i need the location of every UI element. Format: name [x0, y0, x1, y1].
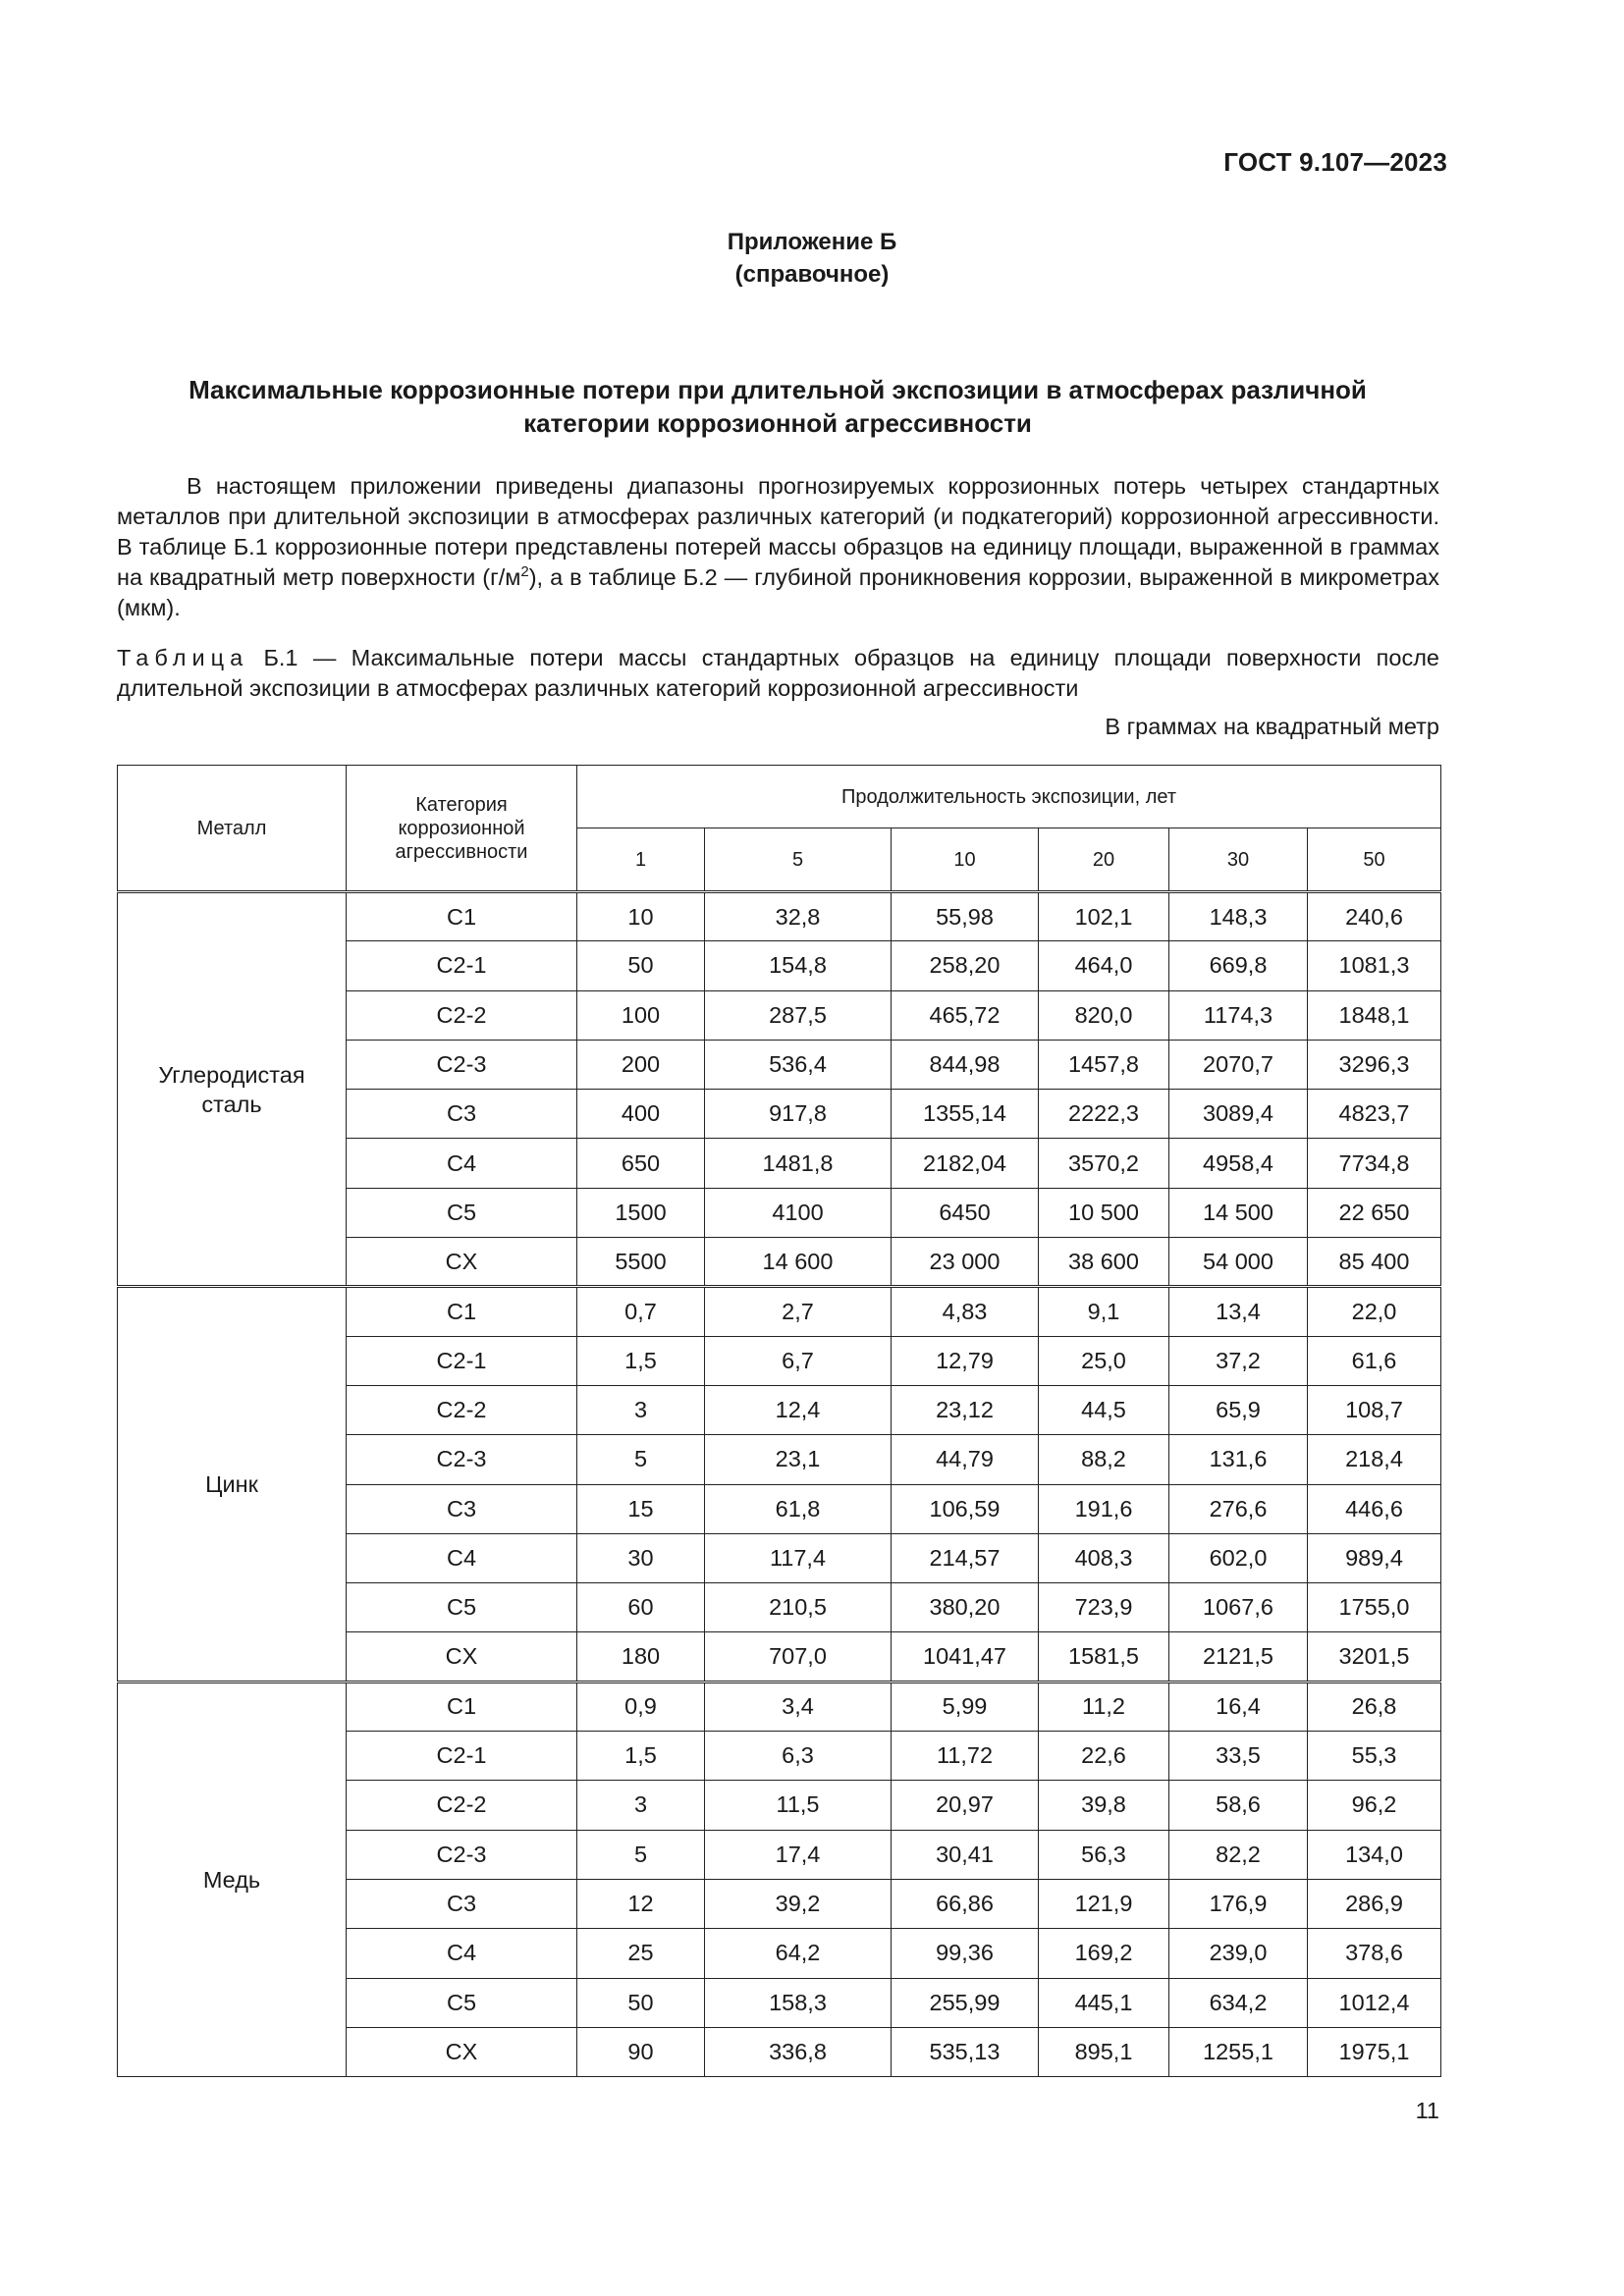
value-cell: 39,8 [1039, 1781, 1169, 1830]
value-cell: 1848,1 [1308, 990, 1441, 1040]
header-year: 1 [577, 828, 705, 892]
value-cell: 5500 [577, 1238, 705, 1287]
category-cell: C3 [347, 1484, 577, 1533]
value-cell: 55,98 [892, 892, 1039, 941]
section-title-line: Максимальные коррозионные потери при длительной экспозиции в атмосферах различной [189, 375, 1367, 404]
value-cell: 11,2 [1039, 1682, 1169, 1731]
header-year: 10 [892, 828, 1039, 892]
value-cell: 3089,4 [1169, 1090, 1308, 1139]
value-cell: 22,6 [1039, 1732, 1169, 1781]
category-cell: C4 [347, 1929, 577, 1978]
value-cell: 96,2 [1308, 1781, 1441, 1830]
value-cell: 32,8 [705, 892, 892, 941]
value-cell: 131,6 [1169, 1435, 1308, 1484]
value-cell: 10 500 [1039, 1188, 1169, 1237]
value-cell: 2070,7 [1169, 1040, 1308, 1089]
value-cell: 66,86 [892, 1879, 1039, 1928]
value-cell: 176,9 [1169, 1879, 1308, 1928]
value-cell: 4958,4 [1169, 1139, 1308, 1188]
value-cell: 12,79 [892, 1336, 1039, 1385]
value-cell: 6,7 [705, 1336, 892, 1385]
category-cell: C5 [347, 1583, 577, 1632]
value-cell: 25,0 [1039, 1336, 1169, 1385]
value-cell: 22,0 [1308, 1287, 1441, 1336]
value-cell: 180 [577, 1632, 705, 1682]
value-cell: 200 [577, 1040, 705, 1089]
value-cell: 602,0 [1169, 1533, 1308, 1582]
value-cell: 634,2 [1169, 1978, 1308, 2027]
value-cell: 723,9 [1039, 1583, 1169, 1632]
value-cell: 44,79 [892, 1435, 1039, 1484]
category-cell: C2-1 [347, 941, 577, 990]
value-cell: 3570,2 [1039, 1139, 1169, 1188]
value-cell: 88,2 [1039, 1435, 1169, 1484]
value-cell: 6450 [892, 1188, 1039, 1237]
value-cell: 336,8 [705, 2027, 892, 2076]
category-cell: C1 [347, 892, 577, 941]
value-cell: 154,8 [705, 941, 892, 990]
intro-text: ), а в таблице Б.2 — глубиной проникновения коррозии, выраженной в микрометрах (мкм). [117, 564, 1439, 620]
document-id: ГОСТ 9.107—2023 [1223, 147, 1447, 177]
category-cell: CX [347, 1238, 577, 1287]
value-cell: 15 [577, 1484, 705, 1533]
value-cell: 5,99 [892, 1682, 1039, 1731]
category-cell: C5 [347, 1978, 577, 2027]
category-cell: C1 [347, 1682, 577, 1731]
value-cell: 820,0 [1039, 990, 1169, 1040]
value-cell: 39,2 [705, 1879, 892, 1928]
value-cell: 989,4 [1308, 1533, 1441, 1582]
value-cell: 117,4 [705, 1533, 892, 1582]
appendix-subtitle: (справочное) [734, 261, 890, 288]
category-cell: C3 [347, 1879, 577, 1928]
category-cell: C2-2 [347, 1385, 577, 1434]
value-cell: 0,7 [577, 1287, 705, 1336]
value-cell: 65,9 [1169, 1385, 1308, 1434]
value-cell: 218,4 [1308, 1435, 1441, 1484]
value-cell: 276,6 [1169, 1484, 1308, 1533]
section-title [137, 373, 1418, 440]
value-cell: 287,5 [705, 990, 892, 1040]
value-cell: 3 [577, 1385, 705, 1434]
value-cell: 1975,1 [1308, 2027, 1441, 2076]
value-cell: 191,6 [1039, 1484, 1169, 1533]
value-cell: 2182,04 [892, 1139, 1039, 1188]
category-cell: C3 [347, 1090, 577, 1139]
header-duration: Продолжительность экспозиции, лет [577, 766, 1441, 828]
value-cell: 380,20 [892, 1583, 1039, 1632]
table-caption-text: Б.1 — Максимальные потери массы стандартных образцов на единицу площади поверхности после длительной экспозиции в атмосферах различных категорий коррозионной агрессивности [117, 645, 1439, 701]
value-cell: 10 [577, 892, 705, 941]
appendix-heading [0, 226, 1624, 291]
value-cell: 1,5 [577, 1336, 705, 1385]
section-title-line: категории коррозионной агрессивности [523, 408, 1032, 438]
header-year: 5 [705, 828, 892, 892]
value-cell: 61,8 [705, 1484, 892, 1533]
value-cell: 240,6 [1308, 892, 1441, 941]
category-cell: C2-3 [347, 1830, 577, 1879]
value-cell: 3296,3 [1308, 1040, 1441, 1089]
category-cell: C2-3 [347, 1040, 577, 1089]
value-cell: 2222,3 [1039, 1090, 1169, 1139]
value-cell: 13,4 [1169, 1287, 1308, 1336]
value-cell: 38 600 [1039, 1238, 1169, 1287]
value-cell: 108,7 [1308, 1385, 1441, 1434]
value-cell: 26,8 [1308, 1682, 1441, 1731]
value-cell: 5 [577, 1435, 705, 1484]
corrosion-loss-table [117, 765, 1441, 2077]
value-cell: 3,4 [705, 1682, 892, 1731]
value-cell: 1457,8 [1039, 1040, 1169, 1089]
value-cell: 408,3 [1039, 1533, 1169, 1582]
category-cell: C2-3 [347, 1435, 577, 1484]
superscript: 2 [520, 563, 529, 581]
value-cell: 23,12 [892, 1385, 1039, 1434]
table-caption [117, 643, 1439, 704]
value-cell: 90 [577, 2027, 705, 2076]
value-cell: 378,6 [1308, 1929, 1441, 1978]
value-cell: 102,1 [1039, 892, 1169, 941]
value-cell: 134,0 [1308, 1830, 1441, 1879]
value-cell: 844,98 [892, 1040, 1039, 1089]
value-cell: 61,6 [1308, 1336, 1441, 1385]
value-cell: 445,1 [1039, 1978, 1169, 2027]
value-cell: 50 [577, 941, 705, 990]
value-cell: 30 [577, 1533, 705, 1582]
value-cell: 100 [577, 990, 705, 1040]
metal-cell: Углеродистая сталь [118, 892, 347, 1287]
value-cell: 4100 [705, 1188, 892, 1237]
value-cell: 17,4 [705, 1830, 892, 1879]
value-cell: 669,8 [1169, 941, 1308, 990]
header-category: Категория коррозионной агрессивности [347, 766, 577, 892]
value-cell: 23 000 [892, 1238, 1039, 1287]
value-cell: 536,4 [705, 1040, 892, 1089]
value-cell: 85 400 [1308, 1238, 1441, 1287]
table-body [118, 892, 1441, 2077]
value-cell: 9,1 [1039, 1287, 1169, 1336]
value-cell: 4,83 [892, 1287, 1039, 1336]
units-note: В граммах на квадратный метр [1105, 714, 1439, 739]
value-cell: 255,99 [892, 1978, 1039, 2027]
category-cell: C2-2 [347, 1781, 577, 1830]
value-cell: 465,72 [892, 990, 1039, 1040]
value-cell: 106,59 [892, 1484, 1039, 1533]
value-cell: 11,72 [892, 1732, 1039, 1781]
value-cell: 2,7 [705, 1287, 892, 1336]
value-cell: 99,36 [892, 1929, 1039, 1978]
header-year: 30 [1169, 828, 1308, 892]
value-cell: 258,20 [892, 941, 1039, 990]
value-cell: 14 500 [1169, 1188, 1308, 1237]
value-cell: 64,2 [705, 1929, 892, 1978]
value-cell: 50 [577, 1978, 705, 2027]
value-cell: 2121,5 [1169, 1632, 1308, 1682]
header-year: 20 [1039, 828, 1169, 892]
category-cell: CX [347, 1632, 577, 1682]
value-cell: 58,6 [1169, 1781, 1308, 1830]
page-number: 11 [1415, 2098, 1439, 2123]
category-cell: C4 [347, 1139, 577, 1188]
value-cell: 1581,5 [1039, 1632, 1169, 1682]
value-cell: 286,9 [1308, 1879, 1441, 1928]
value-cell: 30,41 [892, 1830, 1039, 1879]
value-cell: 214,57 [892, 1533, 1039, 1582]
value-cell: 55,3 [1308, 1732, 1441, 1781]
value-cell: 1041,47 [892, 1632, 1039, 1682]
intro-text: В настоящем приложении приведены диапазоны прогнозируемых коррозионных потерь четырех стандартных металлов при длительной экспозиции в атмосферах различных категорий (и подкатегорий) коррозионной агрессивности. В таблице Б.1 коррозионные потери представлены потерей массы образцов на единицу площади, выраженной в граммах на квадратный метр поверхности (г/м [117, 473, 1439, 590]
appendix-title: Приложение Б [727, 229, 897, 255]
value-cell: 12 [577, 1879, 705, 1928]
table-row [118, 1682, 1441, 1731]
value-cell: 4823,7 [1308, 1090, 1441, 1139]
value-cell: 169,2 [1039, 1929, 1169, 1978]
value-cell: 6,3 [705, 1732, 892, 1781]
value-cell: 1067,6 [1169, 1583, 1308, 1632]
value-cell: 5 [577, 1830, 705, 1879]
category-cell: C2-1 [347, 1732, 577, 1781]
value-cell: 22 650 [1308, 1188, 1441, 1237]
value-cell: 23,1 [705, 1435, 892, 1484]
value-cell: 400 [577, 1090, 705, 1139]
value-cell: 1500 [577, 1188, 705, 1237]
value-cell: 16,4 [1169, 1682, 1308, 1731]
value-cell: 3201,5 [1308, 1632, 1441, 1682]
value-cell: 11,5 [705, 1781, 892, 1830]
value-cell: 82,2 [1169, 1830, 1308, 1879]
value-cell: 239,0 [1169, 1929, 1308, 1978]
category-cell: C4 [347, 1533, 577, 1582]
value-cell: 1481,8 [705, 1139, 892, 1188]
value-cell: 1255,1 [1169, 2027, 1308, 2076]
value-cell: 464,0 [1039, 941, 1169, 990]
value-cell: 158,3 [705, 1978, 892, 2027]
table-row [118, 1287, 1441, 1336]
value-cell: 7734,8 [1308, 1139, 1441, 1188]
value-cell: 1755,0 [1308, 1583, 1441, 1632]
category-cell: C2-1 [347, 1336, 577, 1385]
value-cell: 1,5 [577, 1732, 705, 1781]
value-cell: 12,4 [705, 1385, 892, 1434]
value-cell: 121,9 [1039, 1879, 1169, 1928]
value-cell: 20,97 [892, 1781, 1039, 1830]
value-cell: 14 600 [705, 1238, 892, 1287]
value-cell: 33,5 [1169, 1732, 1308, 1781]
table-row [118, 892, 1441, 941]
category-cell: C2-2 [347, 990, 577, 1040]
value-cell: 707,0 [705, 1632, 892, 1682]
value-cell: 37,2 [1169, 1336, 1308, 1385]
category-cell: C5 [347, 1188, 577, 1237]
value-cell: 650 [577, 1139, 705, 1188]
value-cell: 1012,4 [1308, 1978, 1441, 2027]
value-cell: 0,9 [577, 1682, 705, 1731]
value-cell: 60 [577, 1583, 705, 1632]
category-cell: CX [347, 2027, 577, 2076]
metal-cell: Цинк [118, 1287, 347, 1682]
value-cell: 1081,3 [1308, 941, 1441, 990]
value-cell: 917,8 [705, 1090, 892, 1139]
value-cell: 148,3 [1169, 892, 1308, 941]
value-cell: 535,13 [892, 2027, 1039, 2076]
value-cell: 3 [577, 1781, 705, 1830]
category-cell: C1 [347, 1287, 577, 1336]
value-cell: 895,1 [1039, 2027, 1169, 2076]
value-cell: 210,5 [705, 1583, 892, 1632]
value-cell: 56,3 [1039, 1830, 1169, 1879]
value-cell: 1174,3 [1169, 990, 1308, 1040]
metal-cell: Медь [118, 1682, 347, 2076]
value-cell: 44,5 [1039, 1385, 1169, 1434]
value-cell: 446,6 [1308, 1484, 1441, 1533]
value-cell: 25 [577, 1929, 705, 1978]
header-year: 50 [1308, 828, 1441, 892]
table-header [118, 766, 1441, 892]
intro-paragraph [117, 471, 1439, 623]
value-cell: 54 000 [1169, 1238, 1308, 1287]
value-cell: 1355,14 [892, 1090, 1039, 1139]
header-metal: Металл [118, 766, 347, 892]
table-caption-label: Таблица [117, 645, 249, 670]
